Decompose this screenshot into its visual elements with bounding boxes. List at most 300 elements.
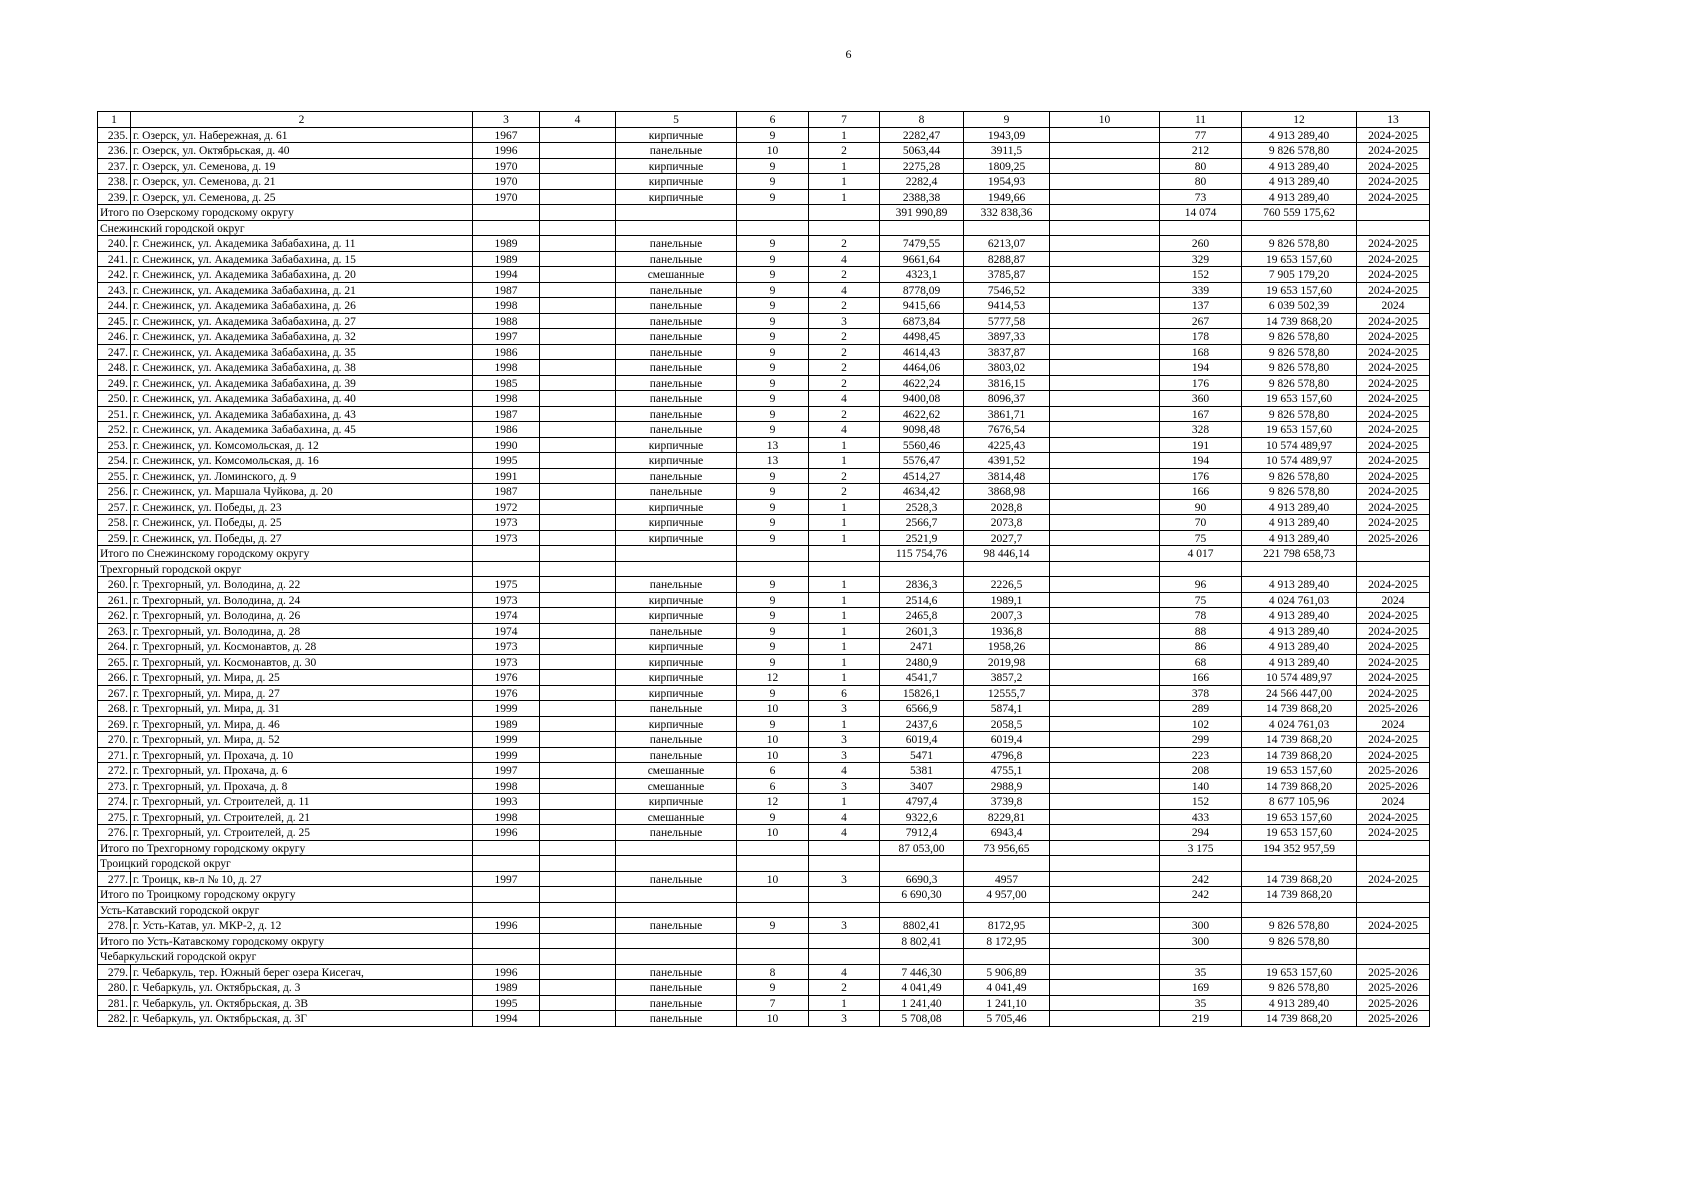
subtotal-row: [98, 840, 1430, 856]
living-area-cell: 3816,15: [964, 375, 1050, 391]
empty-cell: [1050, 980, 1160, 996]
cost-cell: 14 739 868,20: [1242, 747, 1357, 763]
period-cell: 2025-2026: [1357, 778, 1430, 794]
floors-cell: 9: [737, 639, 809, 655]
empty-cell: [540, 763, 616, 779]
cost-cell: 4 913 289,40: [1242, 127, 1357, 143]
empty-cell: [540, 747, 616, 763]
district-name: Чебаркульский городской округ: [98, 949, 473, 965]
empty-cell: [1050, 251, 1160, 267]
wall-material-cell: панельные: [616, 468, 737, 484]
living-area-cell: 2028,8: [964, 499, 1050, 515]
cost-cell: 4 913 289,40: [1242, 189, 1357, 205]
column-number: 13: [1357, 112, 1430, 128]
wall-material-cell: кирпичные: [616, 189, 737, 205]
year-cell: 1987: [473, 282, 540, 298]
period-cell: 2024-2025: [1357, 577, 1430, 593]
empty-cell: [1050, 608, 1160, 624]
floors-cell: 9: [737, 236, 809, 252]
empty-cell: [473, 546, 540, 562]
period-cell: 2024-2025: [1357, 375, 1430, 391]
empty-cell: [1050, 670, 1160, 686]
address-cell: г. Снежинск, ул. Победы, д. 25: [131, 515, 473, 531]
cost-cell: 4 024 761,03: [1242, 592, 1357, 608]
wall-material-cell: панельные: [616, 701, 737, 717]
year-cell: 1999: [473, 732, 540, 748]
address-cell: г. Снежинск, ул. Ломинского, д. 9: [131, 468, 473, 484]
empty-cell: [809, 902, 880, 918]
floors-cell: 9: [737, 267, 809, 283]
address-cell: г. Озерск, ул. Набережная, д. 61: [131, 127, 473, 143]
floors-cell: 10: [737, 701, 809, 717]
address-cell: г. Трехгорный, ул. Володина, д. 24: [131, 592, 473, 608]
address-cell: г. Снежинск, ул. Комсомольская, д. 12: [131, 437, 473, 453]
row-number: 252.: [98, 422, 131, 438]
subtotal-residents: 4 017: [1160, 546, 1242, 562]
floors-cell: 9: [737, 158, 809, 174]
row-number: 281.: [98, 995, 131, 1011]
column-number: 5: [616, 112, 737, 128]
year-cell: 1967: [473, 127, 540, 143]
year-cell: 1987: [473, 484, 540, 500]
period-cell: 2024: [1357, 794, 1430, 810]
year-cell: 1997: [473, 763, 540, 779]
empty-cell: [540, 437, 616, 453]
floors-cell: 10: [737, 732, 809, 748]
floors-cell: 9: [737, 499, 809, 515]
empty-cell: [1050, 329, 1160, 345]
empty-cell: [540, 902, 616, 918]
living-area-cell: 1954,93: [964, 174, 1050, 190]
living-area-cell: 4957: [964, 871, 1050, 887]
wall-material-cell: панельные: [616, 391, 737, 407]
empty-cell: [540, 639, 616, 655]
subtotal-residents: 300: [1160, 933, 1242, 949]
subtotal-cost: 194 352 957,59: [1242, 840, 1357, 856]
entrances-cell: 2: [809, 344, 880, 360]
empty-cell: [1050, 949, 1160, 965]
empty-cell: [1050, 468, 1160, 484]
wall-material-cell: панельные: [616, 298, 737, 314]
residents-cell: 176: [1160, 468, 1242, 484]
residents-cell: 208: [1160, 763, 1242, 779]
empty-cell: [540, 282, 616, 298]
empty-cell: [1050, 437, 1160, 453]
residents-cell: 167: [1160, 406, 1242, 422]
residents-cell: 242: [1160, 871, 1242, 887]
entrances-cell: 2: [809, 468, 880, 484]
table-row: [98, 143, 1430, 159]
living-area-cell: 5874,1: [964, 701, 1050, 717]
row-number: 270.: [98, 732, 131, 748]
empty-cell: [1357, 205, 1430, 221]
empty-cell: [540, 205, 616, 221]
empty-cell: [540, 995, 616, 1011]
empty-cell: [540, 530, 616, 546]
wall-material-cell: панельные: [616, 964, 737, 980]
empty-cell: [1050, 205, 1160, 221]
floors-cell: 6: [737, 778, 809, 794]
row-number: 254.: [98, 453, 131, 469]
table-row: [98, 174, 1430, 190]
total-area-cell: 5576,47: [880, 453, 964, 469]
empty-cell: [540, 670, 616, 686]
cost-cell: 14 739 868,20: [1242, 1011, 1357, 1027]
total-area-cell: 8778,09: [880, 282, 964, 298]
row-number: 242.: [98, 267, 131, 283]
floors-cell: 10: [737, 1011, 809, 1027]
year-cell: 1970: [473, 189, 540, 205]
cost-cell: 9 826 578,80: [1242, 980, 1357, 996]
wall-material-cell: кирпичные: [616, 670, 737, 686]
floors-cell: 9: [737, 298, 809, 314]
column-number: 12: [1242, 112, 1357, 128]
empty-cell: [1050, 918, 1160, 934]
empty-cell: [964, 949, 1050, 965]
cost-cell: 19 653 157,60: [1242, 825, 1357, 841]
empty-cell: [1357, 887, 1430, 903]
empty-cell: [1160, 561, 1242, 577]
district-name: Усть-Катавский городской округ: [98, 902, 473, 918]
year-cell: 1989: [473, 980, 540, 996]
living-area-cell: 12555,7: [964, 685, 1050, 701]
empty-cell: [540, 313, 616, 329]
subtotal-row: [98, 887, 1430, 903]
wall-material-cell: панельные: [616, 484, 737, 500]
residents-cell: 73: [1160, 189, 1242, 205]
district-name: Снежинский городской округ: [98, 220, 473, 236]
residents-cell: 294: [1160, 825, 1242, 841]
period-cell: 2024-2025: [1357, 406, 1430, 422]
cost-cell: 9 826 578,80: [1242, 360, 1357, 376]
floors-cell: 9: [737, 980, 809, 996]
table-row: [98, 360, 1430, 376]
period-cell: 2024-2025: [1357, 313, 1430, 329]
period-cell: 2024-2025: [1357, 189, 1430, 205]
total-area-cell: 2836,3: [880, 577, 964, 593]
wall-material-cell: кирпичные: [616, 174, 737, 190]
row-number: 271.: [98, 747, 131, 763]
row-number: 237.: [98, 158, 131, 174]
empty-cell: [540, 546, 616, 562]
wall-material-cell: кирпичные: [616, 794, 737, 810]
empty-cell: [1357, 856, 1430, 872]
empty-cell: [737, 205, 809, 221]
entrances-cell: 2: [809, 236, 880, 252]
table-row: [98, 313, 1430, 329]
wall-material-cell: смешанные: [616, 809, 737, 825]
period-cell: 2024-2025: [1357, 499, 1430, 515]
row-number: 256.: [98, 484, 131, 500]
living-area-cell: 2007,3: [964, 608, 1050, 624]
year-cell: 1970: [473, 158, 540, 174]
empty-cell: [1357, 546, 1430, 562]
empty-cell: [1050, 561, 1160, 577]
empty-cell: [1050, 964, 1160, 980]
table-row: [98, 282, 1430, 298]
living-area-cell: 1943,09: [964, 127, 1050, 143]
total-area-cell: 3407: [880, 778, 964, 794]
residents-cell: 360: [1160, 391, 1242, 407]
empty-cell: [540, 127, 616, 143]
empty-cell: [540, 344, 616, 360]
table-row: [98, 1011, 1430, 1027]
empty-cell: [616, 205, 737, 221]
empty-cell: [1242, 561, 1357, 577]
period-cell: 2024-2025: [1357, 422, 1430, 438]
empty-cell: [1050, 902, 1160, 918]
address-cell: г. Снежинск, ул. Академика Забабахина, д. 35: [131, 344, 473, 360]
empty-cell: [1050, 360, 1160, 376]
empty-cell: [540, 515, 616, 531]
wall-material-cell: панельные: [616, 143, 737, 159]
wall-material-cell: кирпичные: [616, 437, 737, 453]
entrances-cell: 1: [809, 654, 880, 670]
table-row: [98, 298, 1430, 314]
address-cell: г. Снежинск, ул. Академика Забабахина, д. 45: [131, 422, 473, 438]
total-area-cell: 2275,28: [880, 158, 964, 174]
total-area-cell: 7912,4: [880, 825, 964, 841]
wall-material-cell: панельные: [616, 995, 737, 1011]
wall-material-cell: панельные: [616, 375, 737, 391]
floors-cell: 9: [737, 189, 809, 205]
total-area-cell: 9415,66: [880, 298, 964, 314]
cost-cell: 6 039 502,39: [1242, 298, 1357, 314]
table-row: [98, 499, 1430, 515]
cost-cell: 7 905 179,20: [1242, 267, 1357, 283]
subtotal-total-area: 6 690,30: [880, 887, 964, 903]
floors-cell: 9: [737, 608, 809, 624]
address-cell: г. Озерск, ул. Октябрьская, д. 40: [131, 143, 473, 159]
wall-material-cell: кирпичные: [616, 515, 737, 531]
entrances-cell: 2: [809, 406, 880, 422]
subtotal-total-area: 115 754,76: [880, 546, 964, 562]
living-area-cell: 3803,02: [964, 360, 1050, 376]
subtotal-total-area: 87 053,00: [880, 840, 964, 856]
subtotal-residents: 242: [1160, 887, 1242, 903]
entrances-cell: 2: [809, 360, 880, 376]
empty-cell: [540, 360, 616, 376]
row-number: 255.: [98, 468, 131, 484]
period-cell: 2024-2025: [1357, 437, 1430, 453]
subtotal-living-area: 73 956,65: [964, 840, 1050, 856]
address-cell: г. Снежинск, ул. Академика Забабахина, д. 39: [131, 375, 473, 391]
empty-cell: [1050, 825, 1160, 841]
address-cell: г. Трехгорный, ул. Мира, д. 27: [131, 685, 473, 701]
address-cell: г. Трехгорный, ул. Строителей, д. 21: [131, 809, 473, 825]
total-area-cell: 5471: [880, 747, 964, 763]
wall-material-cell: панельные: [616, 577, 737, 593]
empty-cell: [540, 267, 616, 283]
empty-cell: [880, 902, 964, 918]
total-area-cell: 2601,3: [880, 623, 964, 639]
row-number: 274.: [98, 794, 131, 810]
cost-cell: 9 826 578,80: [1242, 406, 1357, 422]
empty-cell: [964, 561, 1050, 577]
table-row: [98, 406, 1430, 422]
entrances-cell: 1: [809, 515, 880, 531]
period-cell: 2024-2025: [1357, 282, 1430, 298]
empty-cell: [1357, 902, 1430, 918]
entrances-cell: 3: [809, 1011, 880, 1027]
living-area-cell: 3861,71: [964, 406, 1050, 422]
entrances-cell: 2: [809, 143, 880, 159]
total-area-cell: 4464,06: [880, 360, 964, 376]
living-area-cell: 2226,5: [964, 577, 1050, 593]
living-area-cell: 1958,26: [964, 639, 1050, 655]
entrances-cell: 1: [809, 716, 880, 732]
empty-cell: [540, 701, 616, 717]
subtotal-cost: 9 826 578,80: [1242, 933, 1357, 949]
address-cell: г. Озерск, ул. Семенова, д. 19: [131, 158, 473, 174]
address-cell: г. Чебаркуль, ул. Октябрьская, д. 3: [131, 980, 473, 996]
empty-cell: [809, 561, 880, 577]
subtotal-label: Итого по Усть-Катавскому городскому округу: [98, 933, 473, 949]
wall-material-cell: панельные: [616, 980, 737, 996]
empty-cell: [1242, 220, 1357, 236]
year-cell: 1973: [473, 639, 540, 655]
wall-material-cell: панельные: [616, 422, 737, 438]
year-cell: 1998: [473, 298, 540, 314]
empty-cell: [1050, 685, 1160, 701]
address-cell: г. Усть-Катав, ул. МКР-2, д. 12: [131, 918, 473, 934]
row-number: 277.: [98, 871, 131, 887]
residents-cell: 78: [1160, 608, 1242, 624]
row-number: 269.: [98, 716, 131, 732]
section-header-row: [98, 856, 1430, 872]
entrances-cell: 2: [809, 298, 880, 314]
cost-cell: 14 739 868,20: [1242, 701, 1357, 717]
empty-cell: [540, 468, 616, 484]
residents-cell: 166: [1160, 484, 1242, 500]
subtotal-label: Итого по Озерскому городскому округу: [98, 205, 473, 221]
empty-cell: [1357, 220, 1430, 236]
cost-cell: 10 574 489,97: [1242, 670, 1357, 686]
district-name: Троицкий городской округ: [98, 856, 473, 872]
wall-material-cell: панельные: [616, 1011, 737, 1027]
table-row: [98, 871, 1430, 887]
residents-cell: 223: [1160, 747, 1242, 763]
total-area-cell: 5 708,08: [880, 1011, 964, 1027]
entrances-cell: 1: [809, 174, 880, 190]
total-area-cell: 2514,6: [880, 592, 964, 608]
cost-cell: 10 574 489,97: [1242, 453, 1357, 469]
empty-cell: [540, 980, 616, 996]
empty-cell: [540, 391, 616, 407]
living-area-cell: 4796,8: [964, 747, 1050, 763]
period-cell: 2024: [1357, 716, 1430, 732]
empty-cell: [1050, 701, 1160, 717]
wall-material-cell: панельные: [616, 344, 737, 360]
empty-cell: [1050, 174, 1160, 190]
period-cell: 2024-2025: [1357, 918, 1430, 934]
floors-cell: 13: [737, 453, 809, 469]
wall-material-cell: панельные: [616, 918, 737, 934]
living-area-cell: 1809,25: [964, 158, 1050, 174]
empty-cell: [616, 220, 737, 236]
residents-cell: 289: [1160, 701, 1242, 717]
total-area-cell: 2282,4: [880, 174, 964, 190]
residents-cell: 191: [1160, 437, 1242, 453]
period-cell: 2024-2025: [1357, 639, 1430, 655]
residents-cell: 102: [1160, 716, 1242, 732]
period-cell: 2024-2025: [1357, 825, 1430, 841]
row-number: 251.: [98, 406, 131, 422]
floors-cell: 9: [737, 406, 809, 422]
subtotal-living-area: 98 446,14: [964, 546, 1050, 562]
subtotal-residents: 3 175: [1160, 840, 1242, 856]
residents-cell: 212: [1160, 143, 1242, 159]
total-area-cell: 4634,42: [880, 484, 964, 500]
table-row: [98, 701, 1430, 717]
cost-cell: 9 826 578,80: [1242, 344, 1357, 360]
wall-material-cell: панельные: [616, 236, 737, 252]
living-area-cell: 3897,33: [964, 329, 1050, 345]
floors-cell: 9: [737, 174, 809, 190]
wall-material-cell: панельные: [616, 313, 737, 329]
entrances-cell: 3: [809, 732, 880, 748]
wall-material-cell: кирпичные: [616, 499, 737, 515]
empty-cell: [616, 949, 737, 965]
living-area-cell: 1989,1: [964, 592, 1050, 608]
table-row: [98, 329, 1430, 345]
address-cell: г. Троицк, кв-л № 10, д. 27: [131, 871, 473, 887]
empty-cell: [809, 887, 880, 903]
empty-cell: [809, 856, 880, 872]
empty-cell: [1050, 282, 1160, 298]
total-area-cell: 9098,48: [880, 422, 964, 438]
subtotal-cost: 760 559 175,62: [1242, 205, 1357, 221]
living-area-cell: 3911,5: [964, 143, 1050, 159]
floors-cell: 9: [737, 375, 809, 391]
column-number: 6: [737, 112, 809, 128]
empty-cell: [1050, 236, 1160, 252]
row-number: 263.: [98, 623, 131, 639]
residents-cell: 194: [1160, 453, 1242, 469]
row-number: 276.: [98, 825, 131, 841]
floors-cell: 9: [737, 515, 809, 531]
empty-cell: [540, 329, 616, 345]
period-cell: 2024-2025: [1357, 515, 1430, 531]
page-number: 6: [845, 47, 852, 61]
empty-cell: [809, 933, 880, 949]
empty-cell: [540, 608, 616, 624]
empty-cell: [964, 902, 1050, 918]
total-area-cell: 6566,9: [880, 701, 964, 717]
period-cell: 2024-2025: [1357, 468, 1430, 484]
wall-material-cell: панельные: [616, 871, 737, 887]
subtotal-label: Итого по Троицкому городскому округу: [98, 887, 473, 903]
table-row: [98, 422, 1430, 438]
empty-cell: [737, 561, 809, 577]
wall-material-cell: кирпичные: [616, 592, 737, 608]
year-cell: 1973: [473, 592, 540, 608]
period-cell: 2025-2026: [1357, 964, 1430, 980]
living-area-cell: 6213,07: [964, 236, 1050, 252]
year-cell: 1985: [473, 375, 540, 391]
empty-cell: [809, 205, 880, 221]
residents-cell: 267: [1160, 313, 1242, 329]
table-row: [98, 158, 1430, 174]
living-area-cell: 2058,5: [964, 716, 1050, 732]
wall-material-cell: панельные: [616, 251, 737, 267]
floors-cell: 9: [737, 282, 809, 298]
cost-cell: 14 739 868,20: [1242, 778, 1357, 794]
address-cell: г. Трехгорный, ул. Прохача, д. 8: [131, 778, 473, 794]
period-cell: 2024-2025: [1357, 484, 1430, 500]
table-row: [98, 639, 1430, 655]
address-cell: г. Снежинск, ул. Академика Забабахина, д. 26: [131, 298, 473, 314]
